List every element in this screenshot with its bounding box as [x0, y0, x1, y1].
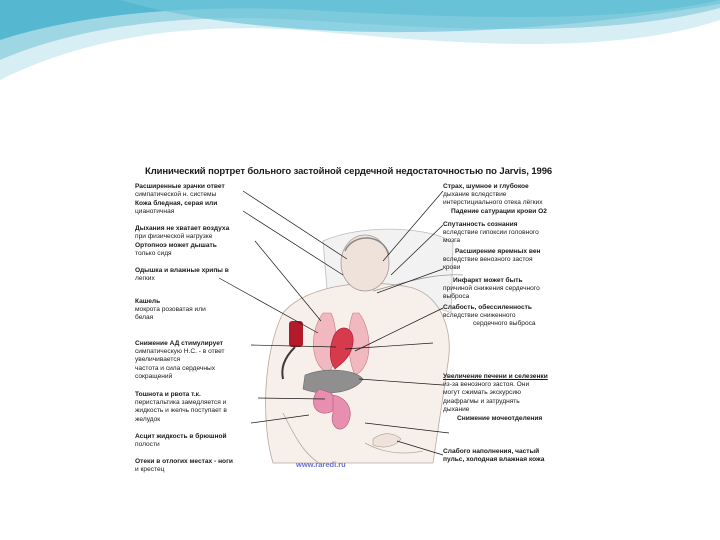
figure-title: Клинический портрет больного застойной сердечной недостаточностью по Jarvis, 1996	[145, 166, 553, 177]
note-infarct: Инфаркт может быть причиной снижения сердечного выброса	[443, 277, 540, 301]
note-edema: Отеки в отлогих местах - ноги и крестец	[135, 458, 233, 474]
note-hepatosplenomegaly: Увеличение печени и селезенки из-за венозного застоя. Они могут сжимать экскурсию диафрагмы и затруднять дыхание	[443, 373, 548, 413]
bp-cuff	[289, 321, 303, 347]
congestive-heart-failure-figure	[133, 163, 581, 481]
site-watermark: www.raredi.ru	[296, 460, 346, 469]
note-oliguria: Снижение мочеотделения	[457, 415, 543, 422]
note-jugular-veins: Расширение яремных вен вследствие венозного застоя крови	[443, 248, 541, 272]
note-dilated-pupils: Расширенные зрачки ответ симпатической н. системы	[135, 183, 225, 199]
note-dyspnea: Дыхания не хватает воздуха при физической нагрузке	[135, 225, 230, 241]
note-cough: Кашель мокрота розоватая или белая	[135, 298, 206, 322]
note-wet-rales: Одышка и влажные хрипы в легких	[135, 267, 229, 283]
note-low-bp: Снижение АД стимулирует симпатическую Н.С. - в ответ увеличивается частота и сила сердечных сокращений	[135, 340, 225, 380]
note-ascites: Асцит жидкость в брюшной полости	[135, 433, 227, 449]
note-weak-pulse: Слабого наполнения, частый пульс, холодная влажная кожа	[443, 448, 545, 464]
note-fear-breathing: Страх, шумное и глубокое дыхание вследствие интерстициального отека лёгких Падение сатурации крови О2	[443, 183, 547, 215]
note-orthopnea: Ортопноэ может дышать только сидя	[135, 242, 217, 258]
note-nausea: Тошнота и рвота т.к. перистальтика замедляется и жидкость и желчь поступает в желудок	[135, 391, 227, 423]
note-pale-skin: Кожа бледная, серая или цианотичная	[135, 200, 218, 216]
note-confusion: Спутанность сознания вследствие гипоксии головного мозга	[443, 221, 539, 245]
note-weakness: Слабость, обессиленность вследствие сниженного сердечного выброса	[443, 304, 536, 328]
